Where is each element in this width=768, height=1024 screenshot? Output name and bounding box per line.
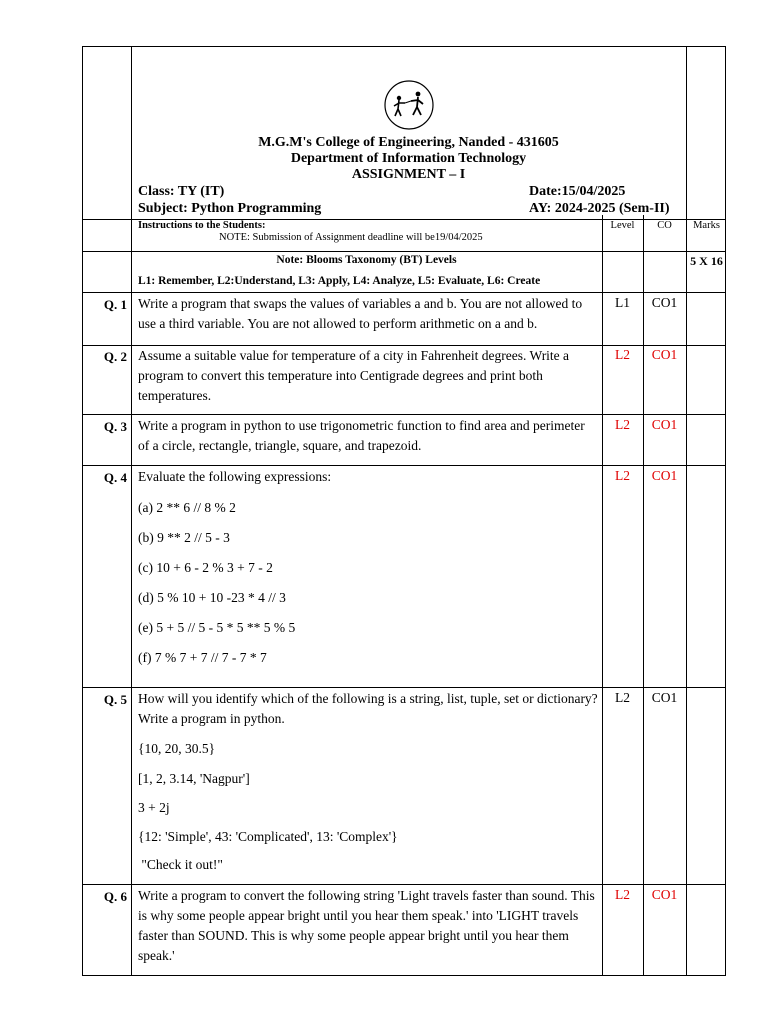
- assignment-page: [82, 46, 726, 976]
- question-text: How will you identify which of the following is a string, list, tuple, set or dictionary? Write a program in python.: [138, 691, 598, 726]
- row-divider: [83, 884, 725, 885]
- question-level: L2: [615, 347, 630, 362]
- row-divider: [83, 292, 725, 293]
- subject-label: Subject: Python Programming: [138, 201, 322, 216]
- expression-item: (e) 5 + 5 // 5 - 5 * 5 ** 5 % 5: [138, 620, 296, 635]
- bt-title: Note: Blooms Taxonomy (BT) Levels: [276, 254, 457, 266]
- column-divider: [131, 47, 132, 975]
- question-text: Write a program that swaps the values of variables a and b. You are not allowed to use a third variable. You are not allowed to perform arithmetic on a and b.: [138, 296, 583, 331]
- column-divider: [602, 215, 603, 975]
- question-level: L2: [615, 887, 630, 902]
- question-co: CO1: [651, 690, 678, 705]
- question-level: L1: [615, 295, 630, 310]
- question-text: Assume a suitable value for temperature of a city in Fahrenheit degrees. Write a program to convert this temperature into Centigrade degrees and print both temperatures.: [138, 348, 570, 403]
- value-item: 3 + 2j: [138, 800, 170, 815]
- question-co: CO1: [651, 417, 678, 432]
- value-item: [1, 2, 3.14, 'Nagpur']: [138, 771, 250, 786]
- question-text: Write a program in python to use trigonometric function to find area and perimeter of a circle, rectangle, triangle, square, and trapezoid.: [138, 418, 585, 453]
- row-divider: [83, 414, 725, 415]
- row-divider: [83, 251, 725, 252]
- question-level: L2: [615, 468, 630, 483]
- column-divider: [643, 215, 644, 975]
- expression-item: (b) 9 ** 2 // 5 - 3: [138, 530, 230, 545]
- expression-item: (f) 7 % 7 + 7 // 7 - 7 * 7: [138, 650, 267, 665]
- row-divider: [83, 687, 725, 688]
- academic-year-label: AY: 2024-2025 (Sem-II): [529, 201, 670, 216]
- question-text: Evaluate the following expressions:: [138, 469, 332, 484]
- value-item: {12: 'Simple', 43: 'Complicated', 13: 'Complex'}: [138, 829, 398, 844]
- college-logo: [383, 79, 435, 131]
- class-label: Class: TY (IT): [138, 184, 225, 199]
- question-co: CO1: [651, 468, 678, 483]
- question-co: CO1: [651, 347, 678, 362]
- date-label: Date:15/04/2025: [529, 184, 626, 199]
- value-item: "Check it out!": [138, 857, 223, 872]
- department-name: Department of Information Technology: [290, 151, 527, 166]
- question-level: L2: [615, 690, 630, 705]
- bt-levels: L1: Remember, L2:Understand, L3: Apply, L4: Analyze, L5: Evaluate, L6: Create: [138, 275, 541, 287]
- question-number: Q. 6: [103, 889, 127, 904]
- column-divider: [686, 47, 687, 975]
- question-number: Q. 4: [103, 470, 127, 485]
- question-number: Q. 3: [103, 419, 127, 434]
- marks-header: Marks: [693, 220, 720, 231]
- expression-item: (d) 5 % 10 + 10 -23 * 4 // 3: [138, 590, 286, 605]
- marks-value: 5 X 16: [690, 254, 723, 268]
- expression-item: (a) 2 ** 6 // 8 % 2: [138, 500, 236, 515]
- college-name: M.G.M's College of Engineering, Nanded - 431605: [258, 135, 559, 150]
- question-text: Write a program to convert the following string 'Light travels faster than sound. This is why some people appear bright until you hear them speak.' into 'LIGHT travels faster than SOUND. This is why some people appear bright until you hear them speak.': [138, 888, 595, 963]
- co-header: CO: [657, 220, 672, 231]
- question-level: L2: [615, 417, 630, 432]
- question-number: Q. 2: [103, 349, 127, 364]
- question-number: Q. 1: [103, 297, 127, 312]
- submission-note: NOTE: Submission of Assignment deadline will be19/04/2025: [219, 232, 483, 243]
- question-co: CO1: [651, 887, 678, 902]
- row-divider: [83, 465, 725, 466]
- assignment-title: ASSIGNMENT – I: [351, 167, 466, 182]
- instructions-title: Instructions to the Students:: [138, 220, 266, 231]
- expression-item: (c) 10 + 6 - 2 % 3 + 7 - 2: [138, 560, 273, 575]
- value-item: {10, 20, 30.5}: [138, 741, 216, 756]
- level-header: Level: [610, 220, 635, 231]
- question-number: Q. 5: [103, 692, 127, 707]
- question-co: CO1: [651, 295, 678, 310]
